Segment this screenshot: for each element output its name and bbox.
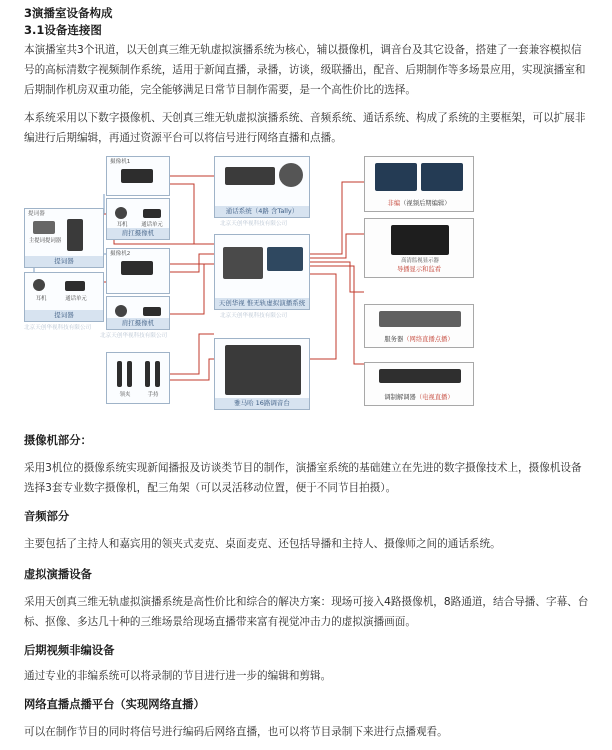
section-body-camera: 采用3机位的摄像系统实现新闻播报及访谈类节目的制作，演播室系统的基础建立在先进的数字摄像技术上，摄像机设备选择3套专业数字摄像机，配三角架（可以灵活移动位置，便于不同节目拍摄）。 — [24, 462, 582, 494]
camera1-tag: 摄像机1 — [110, 159, 131, 165]
monitor-icon — [267, 247, 303, 271]
desk-microphone-icon — [279, 163, 303, 187]
station-label: 通话单元 — [141, 222, 163, 228]
monitor-icon — [33, 221, 55, 234]
section-title-audio: 音频部分 — [24, 510, 70, 523]
monitor-small-label: 高清监视显示器 — [401, 258, 439, 264]
watermark-camera3: 北京天创华视科技有限公司 — [100, 333, 168, 339]
output-modulator-box — [364, 362, 474, 406]
intercom-mainframe-icon — [225, 167, 275, 185]
camera1-caption: 肩扛摄像机 — [107, 228, 169, 239]
camera2-caption: 肩扛摄像机 — [107, 318, 169, 329]
intercom-system-box — [214, 156, 310, 218]
mic-label-lavalier: 领夹 — [119, 392, 131, 398]
server-gray: 服务器 — [384, 335, 404, 343]
prompter-tag: 提词器 — [28, 211, 45, 217]
camera1-box — [106, 156, 170, 196]
intro-paragraph-1: 本演播室共3个讯道，以天创真三维无轨虚拟演播系统为核心，辅以摄像机，调音台及其它设备，搭建了一套兼容模拟信号的高标清数字视频制作系统，适用于新闻直播，录播，访谈，级联播出，配音、后期制作等多场景应用，实现演播室和后期制作机房双重功能，完全能够满足日常节目制作需要，是一个高性价比的选择。 — [24, 44, 586, 96]
nle-gray: （视频后期编辑） — [400, 199, 451, 207]
page-heading: 3演播室设备构成 — [24, 6, 113, 20]
intro-paragraph-2: 本系统采用以下数字摄像机、天创真三维无轨虚拟演播系统、音频系统、通话系统、构成了系统的主要框架，可以扩展非编进行后期编辑，再通过资源平台可以将信号进行网络直播和点播。 — [24, 112, 586, 144]
intercom-box-2 — [24, 272, 104, 322]
section-heading-diagram: 3.1设备连接图 — [24, 23, 102, 37]
headset-icon — [115, 207, 127, 219]
section-body-nle: 通过专业的非编系统可以将录制的节目进行进一步的编辑和剪辑。 — [24, 670, 332, 682]
modulator-gray: 调制解调器 — [384, 393, 416, 401]
section-body-streaming: 可以在制作节目的同时将信号进行编码后网络直播，也可以将节目录制下来进行点播观看。 — [24, 726, 448, 738]
handheld-mic-icon — [155, 361, 160, 387]
output-server-box — [364, 304, 474, 348]
station2-label: 通话单元 — [65, 296, 87, 302]
lavalier-mic-icon — [127, 361, 132, 387]
camera2-box — [106, 248, 170, 294]
server-red: （网络直播点播） — [403, 335, 454, 343]
headset-label: 耳机 — [116, 222, 128, 228]
watermark-center-top: 北京天创华视科技有限公司 — [220, 221, 288, 227]
output-nle-box — [364, 156, 474, 212]
workstation-icon — [223, 247, 263, 279]
output-server-caption — [365, 335, 473, 345]
nle-red: 非编 — [387, 199, 401, 207]
section-body-audio: 主要包括了主持人和嘉宾用的领夹式麦克、桌面麦克、还包括导播和主持人、摄像师之间的通话系统。 — [24, 538, 501, 550]
headset-icon — [115, 305, 127, 317]
output-modulator-caption — [365, 393, 473, 403]
intercom-station-icon — [143, 209, 161, 218]
monitor-icon — [421, 163, 463, 191]
output-monitor-box — [364, 218, 474, 278]
section-body-virtual: 采用天创真三维无轨虚拟演播系统是高性价比和综合的解决方案：现场可接入4路摄像机，8路通道，结合导播、字幕、台标、抠像、多达几十种的三维场景给现场直播带来富有视觉冲击力的虚拟演播画面。 — [24, 596, 589, 628]
prompter-icon — [67, 219, 83, 251]
camera3-box — [106, 296, 170, 330]
microphone-box — [106, 352, 170, 404]
prompter-label: 主提词提词器 — [28, 238, 62, 244]
monitor-icon — [375, 163, 417, 191]
handheld-mic-icon — [145, 361, 150, 387]
camera-icon — [121, 169, 153, 183]
output-nle-caption — [365, 199, 473, 209]
prompter-box — [24, 208, 104, 268]
intercom-station-icon — [65, 281, 85, 291]
camera-icon — [121, 261, 153, 275]
mic-label-handheld: 手持 — [147, 392, 159, 398]
watermark-center-mid: 北京天创华视科技有限公司 — [220, 313, 288, 319]
section-title-nle: 后期视频非编设备 — [24, 644, 115, 657]
prompter-caption: 提词器 — [25, 256, 103, 267]
section-title-camera: 摄像机部分： — [24, 434, 92, 447]
watermark-left: 北京天创华视科技有限公司 — [24, 325, 92, 331]
section-title-streaming: 网络直播点播平台（实现网络直播） — [24, 698, 205, 711]
headset2-label: 耳机 — [35, 296, 47, 302]
tv-monitor-icon — [391, 225, 449, 255]
intercom-caption-2: 提词器 — [25, 310, 103, 321]
camera2-tag: 摄像机2 — [110, 251, 131, 257]
intercom-system-caption: 通话系统（4路 含Tally） — [215, 206, 309, 217]
headset-icon — [33, 279, 45, 291]
equipment-connection-diagram — [24, 154, 478, 424]
server-icon — [379, 311, 461, 327]
intercom-station-icon — [143, 307, 161, 316]
modulator-red: （电视直播） — [415, 393, 454, 401]
audio-mixer-icon — [225, 345, 301, 395]
modulator-icon — [379, 369, 461, 383]
section-title-virtual: 虚拟演播设备 — [24, 568, 92, 581]
virtual-studio-box — [214, 234, 310, 310]
virtual-studio-caption: 天创华视 惟无轨虚拟演播系统 — [215, 298, 309, 309]
mixer-caption: 雅马哈 16路调音台 — [215, 398, 309, 409]
intercom-box-1 — [106, 198, 170, 240]
mixer-box — [214, 338, 310, 410]
lavalier-mic-icon — [117, 361, 122, 387]
output-monitor-caption: 导播显示和监看 — [396, 265, 442, 273]
